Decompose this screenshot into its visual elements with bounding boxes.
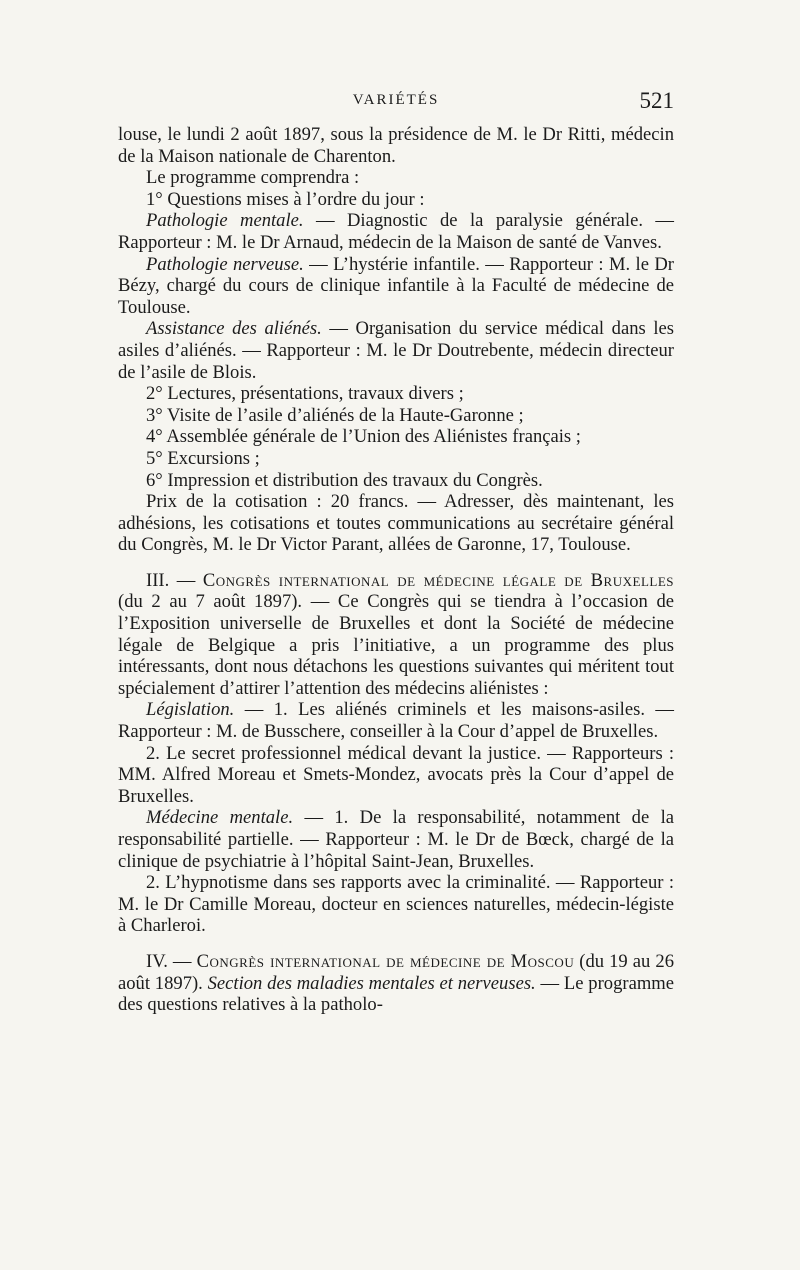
page-header xyxy=(118,88,674,122)
paragraph-secret: 2. Le secret professionnel médical devant la justice. — Rapporteurs : MM. Alfred Moreau et Smets-Mondez, avocats près la Cour d’appel de Bruxelles. xyxy=(118,742,674,807)
topic-title: Médecine mentale. xyxy=(146,807,294,829)
topic-text: — Organisation du service médical dans les asiles d’aliénés. — Rapporteur : M. le Dr Doutrebente, médecin directeur de l’asile de Blois. xyxy=(118,318,674,383)
paragraph-cotisation: Prix de la cotisation : 20 francs. — Adresser, dès maintenant, les adhésions, les cotisations et toutes communications au secrétaire général du Congrès, M. le Dr Victor Parant, allées de Garonne, 17, Toulouse. xyxy=(118,491,674,556)
topic-title: Assistance des aliénés. xyxy=(146,318,322,340)
section-number: IV. — xyxy=(146,950,197,972)
list-item-4: 4° Assemblée générale de l’Union des Aliénistes français ; xyxy=(146,426,581,448)
list-item-2: 2° Lectures, présentations, travaux divers ; xyxy=(146,383,464,405)
paragraph-legislation xyxy=(118,699,674,742)
list-item-5: 5° Excursions ; xyxy=(146,447,260,469)
section-subtitle: Section des maladies mentales et nerveuses. xyxy=(207,972,536,994)
section-text-continued: — Le programme des questions relatives à la patholo- xyxy=(118,972,675,1016)
topic-text: — Diagnostic de la paralysie générale. — Rapporteur : M. le Dr Arnaud, médecin de la Maison de santé de Vanves. xyxy=(118,210,675,253)
paragraph-pathologie-mentale xyxy=(118,210,674,253)
topic-title: Pathologie mentale. xyxy=(146,210,304,232)
paragraph-programme: Le programme comprendra : xyxy=(146,167,360,189)
running-head: VARIÉTÉS xyxy=(352,92,440,108)
list-item-3: 3° Visite de l’asile d’aliénés de la Haute-Garonne ; xyxy=(146,404,524,426)
section-title: Congrès international de médecine de Moscou xyxy=(196,950,575,972)
paragraph-0: louse, le lundi 2 août 1897, sous la présidence de M. le Dr Ritti, médecin de la Maison nationale de Charenton. xyxy=(118,124,674,167)
section-title: Congrès international de médecine légale de Bruxelles xyxy=(202,569,674,591)
paragraph-medecine-mentale xyxy=(118,807,674,872)
page-number: 521 xyxy=(639,88,674,113)
paragraph-hypnotisme: 2. L’hypnotisme dans ses rapports avec la criminalité. — Rapporteur : M. le Dr Camille Moreau, docteur en sciences naturelles, médecin-légiste à Charleroi. xyxy=(118,872,674,937)
list-item-6: 6° Impression et distribution des travaux du Congrès. xyxy=(146,469,543,491)
section-text: (du 19 au 26 août 1897). xyxy=(118,950,674,994)
topic-text: — 1. De la responsabilité, notamment de la responsabilité partielle. — Rapporteur : M. le Dr de Bœck, chargé de la clinique de psychiatrie à l’hôpital Saint-Jean, Bruxelles. xyxy=(118,807,674,872)
section-number: III. — xyxy=(146,569,203,591)
topic-text: — L’hystérie infantile. — Rapporteur : M. le Dr Bézy, chargé du cours de clinique infantile à la Faculté de médecine de Toulouse. xyxy=(118,253,674,318)
section-iv xyxy=(118,951,674,1016)
paragraph-assistance xyxy=(118,318,674,383)
list-item-1: 1° Questions mises à l’ordre du jour : xyxy=(146,188,425,210)
topic-title: Législation. xyxy=(146,699,235,721)
body-text xyxy=(118,124,674,1016)
topic-title: Pathologie nerveuse. xyxy=(146,253,304,275)
section-iii xyxy=(118,570,674,700)
section-text: (du 2 au 7 août 1897). — Ce Congrès qui se tiendra à l’occasion de l’Exposition universelle de Bruxelles et dont la Société de médecine légale de Belgique a pris l’initiative, a un programme des plus intéressants, dont nous détachons les questions suivantes qui méritent tout spécialement d’attirer l’attention des médecins aliénistes : xyxy=(118,591,674,699)
topic-text: — 1. Les aliénés criminels et les maisons-asiles. — Rapporteur : M. de Busschere, conseiller à la Cour d’appel de Bruxelles. xyxy=(118,699,674,743)
paragraph-pathologie-nerveuse xyxy=(118,254,674,319)
